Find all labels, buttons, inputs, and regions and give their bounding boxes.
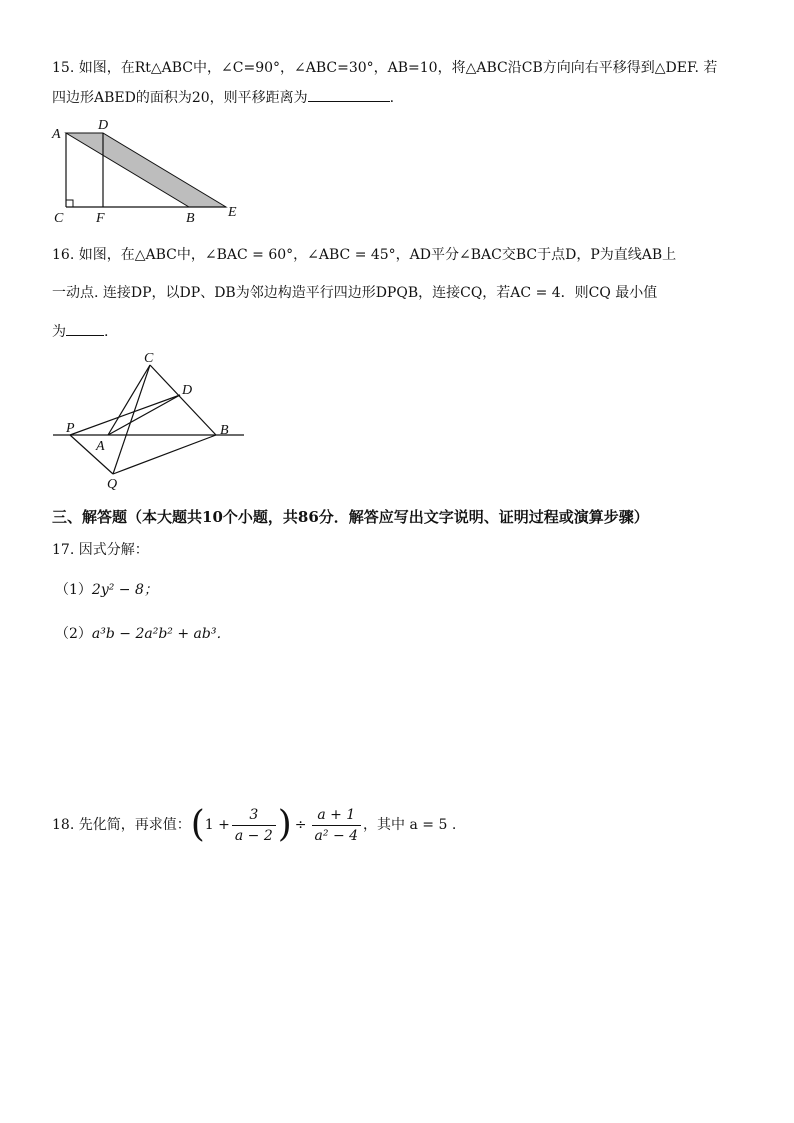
q18-right-paren: ) [277, 804, 292, 845]
q16-segment-DP [70, 395, 180, 435]
q16-text-line3-end: . [104, 324, 109, 340]
q15-label-A: A [52, 127, 61, 142]
q18-fraction-2-denominator: a² − 4 [314, 827, 359, 844]
q17-part2-label: （2） [55, 626, 92, 642]
q17-part1-label: （1） [55, 582, 92, 598]
q18-left-paren: ( [190, 804, 205, 845]
q17-title: 17. 因式分解： [52, 542, 149, 558]
q16-label-D: D [182, 383, 193, 398]
q15-right-angle-mark [66, 200, 73, 207]
q18-line [52, 800, 456, 850]
q18-prefix: 18. 先化简，再求值： [52, 817, 191, 833]
q16-label-P: P [66, 421, 75, 436]
q17-part2 [55, 624, 230, 644]
q15-label-F: F [96, 211, 105, 226]
q17-part1 [55, 580, 158, 600]
q16-segment-CQ [113, 365, 150, 474]
q16-segment-AD [108, 395, 180, 435]
q16-label-A: A [96, 439, 105, 454]
q15-text-line2 [52, 87, 394, 108]
q15-figure [48, 118, 248, 228]
q16-label-C: C [144, 351, 154, 366]
q18-fraction-1-numerator: 3 [232, 805, 276, 826]
q15-answer-blank[interactable] [308, 87, 390, 102]
q16-answer-blank[interactable] [66, 321, 104, 336]
q16-text-line2: 一动点. 连接DP，以DP、DB为邻边构造平行四边形DPQB，连接CQ，若AC = 4．则CQ 最小值 [52, 285, 658, 301]
q15-label-B: B [186, 211, 195, 226]
q16-segment-AC [108, 365, 150, 435]
q18-one-plus: 1 + [204, 817, 230, 833]
q15-label-C: C [54, 211, 64, 226]
q18-divide: ÷ [294, 817, 307, 833]
q16-text-line3-body: 为 [52, 324, 66, 340]
q16-segment-PQ [70, 435, 113, 474]
q15-text-line1: 15. 如图，在Rt△ABC中，∠C=90°，∠ABC=30°，AB=10，将△ABC沿CB方向向右平移得到△DEF. 若 [52, 60, 718, 76]
section-3-heading: 三、解答题（本大题共10个小题，共86分．解答应写出文字说明、证明过程或演算步骤） [52, 508, 649, 526]
q16-figure [48, 350, 248, 495]
q16-label-Q: Q [107, 477, 118, 492]
q18-fraction-1-denominator: a − 2 [234, 827, 273, 844]
q15-label-D: D [98, 118, 109, 133]
q18-fraction-2-numerator: a + 1 [312, 805, 362, 826]
q15-text-line2-end: . [389, 90, 395, 106]
q15-label-E: E [228, 205, 237, 220]
q17-part1-expression: 2y² − 8； [91, 582, 158, 598]
q16-segment-QB [113, 435, 216, 474]
q18-suffix: ，其中 a = 5 . [363, 817, 457, 833]
q18-fraction-1 [232, 805, 276, 846]
q15-text-line2-body: 四边形ABED的面积为20，则平移距离为 [52, 90, 308, 106]
q15-shaded-parallelogram [66, 133, 226, 207]
q17-part2-expression: a³b − 2a²b² + ab³． [91, 626, 231, 642]
q16-label-B: B [220, 423, 229, 438]
q16-segment-CB [150, 365, 216, 435]
q16-text-line1: 16. 如图，在△ABC中，∠BAC = 60°，∠ABC = 45°，AD平分∠BAC交BC于点D，P为直线AB上 [52, 247, 677, 263]
q16-text-line3 [52, 321, 108, 342]
q18-fraction-2 [312, 805, 362, 846]
